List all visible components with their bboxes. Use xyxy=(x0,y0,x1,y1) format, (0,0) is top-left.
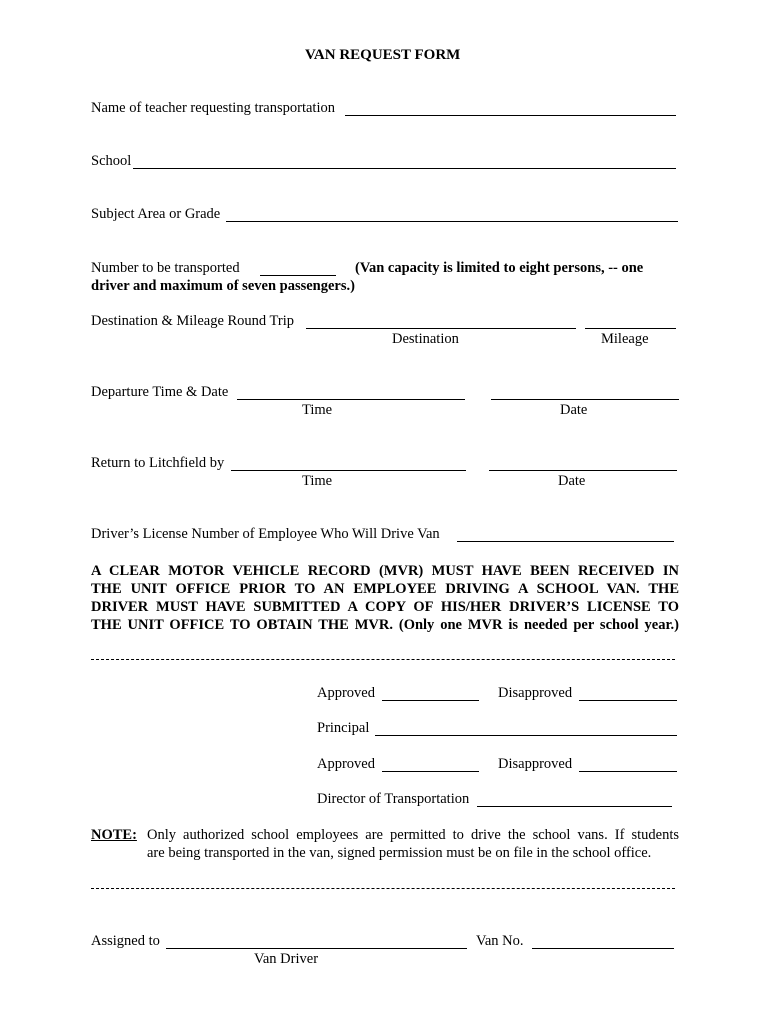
destination-label: Destination & Mileage Round Trip xyxy=(91,313,294,329)
departure-time-field[interactable] xyxy=(237,399,465,400)
director-disapproved-label: Disapproved xyxy=(498,756,573,772)
departure-date-caption: Date xyxy=(560,402,588,418)
license-label: Driver’s License Number of Employee Who Will Drive Van xyxy=(91,526,440,542)
return-date-caption: Date xyxy=(558,473,586,489)
van-no-label: Van No. xyxy=(476,933,524,949)
director-disapproved-field[interactable] xyxy=(579,771,677,772)
departure-label: Departure Time & Date xyxy=(91,384,229,400)
destination-field[interactable] xyxy=(306,328,576,329)
mvr-line4: THE UNIT OFFICE TO OBTAIN THE MVR. (Only one MVR is needed per school year.) xyxy=(91,617,679,633)
mvr-line1: A CLEAR MOTOR VEHICLE RECORD (MVR) MUST HAVE BEEN RECEIVED IN xyxy=(91,563,679,579)
principal-disapproved-field[interactable] xyxy=(579,700,677,701)
mileage-field[interactable] xyxy=(585,328,676,329)
departure-time-caption: Time xyxy=(302,402,333,418)
mileage-caption: Mileage xyxy=(601,331,649,347)
principal-label: Principal xyxy=(317,720,370,736)
number-field[interactable] xyxy=(260,275,336,276)
van-no-field[interactable] xyxy=(532,948,674,949)
note-label: NOTE: xyxy=(91,827,137,843)
mvr-line2: THE UNIT OFFICE PRIOR TO AN EMPLOYEE DRIVING A SCHOOL VAN. THE xyxy=(91,581,679,597)
principal-field[interactable] xyxy=(375,735,677,736)
departure-date-field[interactable] xyxy=(491,399,679,400)
page-title: VAN REQUEST FORM xyxy=(305,47,461,63)
school-label: School xyxy=(91,153,132,169)
return-label: Return to Litchfield by xyxy=(91,455,225,471)
van-driver-caption: Van Driver xyxy=(254,951,319,967)
teacher-label: Name of teacher requesting transportation xyxy=(91,100,335,116)
return-date-field[interactable] xyxy=(489,470,677,471)
divider-top xyxy=(91,659,675,660)
divider-bottom xyxy=(91,888,675,889)
destination-caption: Destination xyxy=(392,331,459,347)
number-label: Number to be transported xyxy=(91,260,240,276)
mvr-line3: DRIVER MUST HAVE SUBMITTED A COPY OF HIS/HER DRIVER’S LICENSE TO xyxy=(91,599,679,615)
principal-approved-field[interactable] xyxy=(382,700,479,701)
subject-label: Subject Area or Grade xyxy=(91,206,221,222)
director-field[interactable] xyxy=(477,806,672,807)
note-line2: are being transported in the van, signed permission must be on file in the school office. xyxy=(147,845,652,861)
capacity-note-line1: (Van capacity is limited to eight persons, -- one xyxy=(355,260,644,276)
capacity-note-line2: driver and maximum of seven passengers.) xyxy=(91,278,355,294)
teacher-field[interactable] xyxy=(345,115,676,116)
principal-disapproved-label: Disapproved xyxy=(498,685,573,701)
school-field[interactable] xyxy=(133,168,676,169)
assigned-field[interactable] xyxy=(166,948,467,949)
director-approved-field[interactable] xyxy=(382,771,479,772)
note-line1: Only authorized school employees are permitted to drive the school vans. If students xyxy=(147,827,679,843)
license-field[interactable] xyxy=(457,541,674,542)
subject-field[interactable] xyxy=(226,221,678,222)
principal-approved-label: Approved xyxy=(317,685,375,701)
assigned-label: Assigned to xyxy=(91,933,160,949)
director-approved-label: Approved xyxy=(317,756,375,772)
return-time-caption: Time xyxy=(302,473,333,489)
director-label: Director of Transportation xyxy=(317,791,470,807)
return-time-field[interactable] xyxy=(231,470,466,471)
